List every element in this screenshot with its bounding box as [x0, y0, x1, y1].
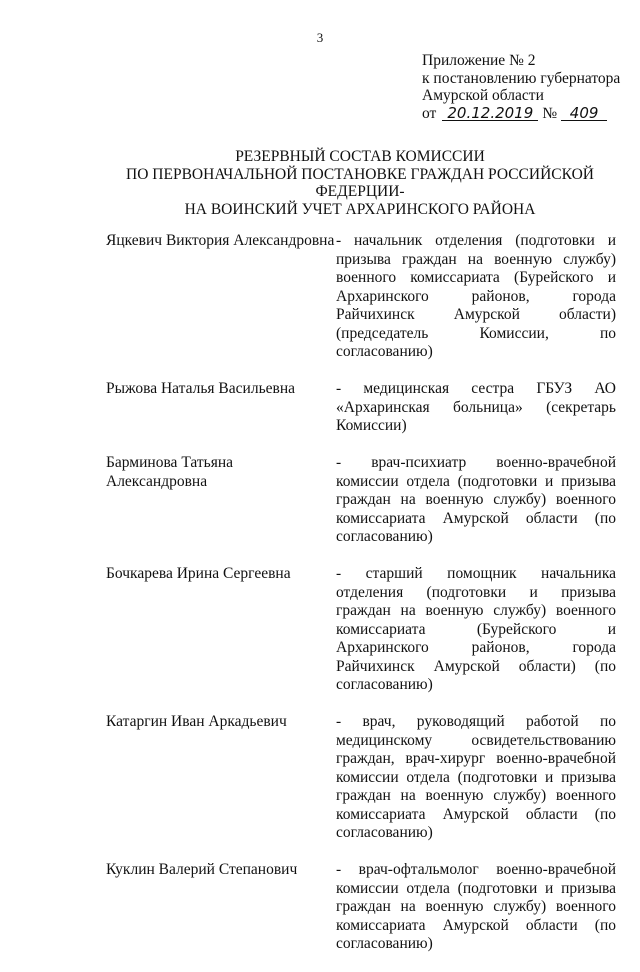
members-list	[106, 232, 616, 972]
member-row	[106, 861, 616, 954]
from-label: от	[422, 104, 437, 122]
title-line-2: ПО ПЕРВОНАЧАЛЬНОЙ ПОСТАНОВКЕ ГРАЖДАН РОССИЙСКОЙ ФЕДЕРЦИИ-	[126, 165, 594, 200]
member-row	[106, 380, 616, 436]
member-row	[106, 232, 616, 362]
member-role: - медицинская сестра ГБУЗ АО «Архаринская больница» (секретарь Комиссии)	[336, 380, 616, 434]
appendix-title: Приложение № 2	[422, 52, 536, 69]
page-number: 3	[316, 30, 324, 45]
appendix-date-number	[422, 105, 620, 123]
member-name: Яцкевич Виктория Александровна	[106, 232, 335, 249]
handwritten-date: 20.12.2019	[442, 106, 538, 121]
member-name: Бочкарева Ирина Сергеевна	[106, 565, 291, 582]
member-row	[106, 565, 616, 695]
member-role: - старший помощник начальника отделения (подготовки и призыва граждан на военную службу) военного комиссариата (Бурейского и Архаринского районов, города Райчихинск Амурской области) (по согласованию)	[336, 565, 616, 693]
appendix-header	[422, 52, 620, 122]
member-name: Барминова Татьяна Александровна	[106, 454, 234, 490]
member-name: Рыжова Наталья Васильевна	[106, 380, 296, 397]
appendix-reference: к постановлению губернатора	[422, 69, 621, 87]
member-role: - врач-офтальмолог военно-врачебной комиссии отдела (подготовки и призыва граждан на военную службу) военного комиссариата Амурской области (по согласованию)	[336, 861, 616, 952]
member-name: Куклин Валерий Степанович	[106, 861, 298, 878]
member-role: - врач, руководящий работой по медицинскому освидетельствованию граждан, врач-хирург военно-врачебной комиссии отдела (подготовки и призыва граждан на военную службу) военного комиссариата Амурской области (по согласованию)	[336, 713, 616, 841]
member-name: Катаргин Иван Аркадьевич	[106, 713, 287, 730]
member-role: - врач-психиатр военно-врачебной комиссии отдела (подготовки и призыва граждан на военную службу) военного комиссариата Амурской области (по согласованию)	[336, 454, 616, 545]
number-label: №	[542, 104, 558, 122]
member-row	[106, 713, 616, 843]
member-row	[106, 454, 616, 547]
appendix-region: Амурской области	[422, 87, 544, 104]
handwritten-number: 409	[561, 106, 607, 121]
document-title	[90, 148, 630, 218]
title-line-1: РЕЗЕРВНЫЙ СОСТАВ КОМИССИИ	[235, 148, 485, 165]
member-role: - начальник отделения (подготовки и призыва граждан на военную службу) военного комиссариата (Бурейского и Архаринского районов, города Райчихинск Амурской области) (председатель Комиссии, по согласованию)	[336, 232, 616, 360]
title-line-3: НА ВОИНСКИЙ УЧЕТ АРХАРИНСКОГО РАЙОНА	[184, 200, 536, 218]
